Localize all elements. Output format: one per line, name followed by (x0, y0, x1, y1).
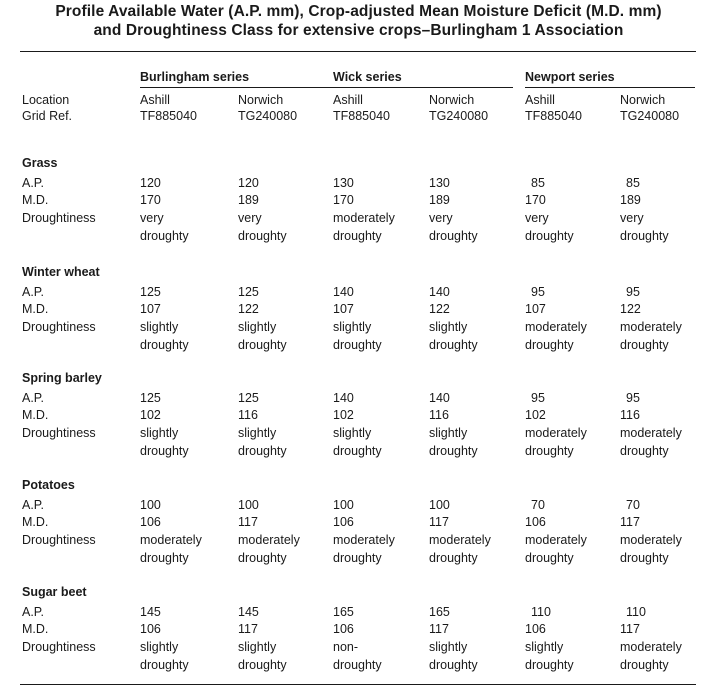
md-value: 122 (620, 302, 641, 316)
droughtiness-class-line-2: droughty (429, 338, 478, 352)
ap-value: 70 (531, 498, 545, 512)
droughtiness-class: moderately (525, 426, 587, 440)
ap-value: 140 (333, 391, 354, 405)
md-value: 106 (140, 622, 161, 636)
md-value: 106 (525, 515, 546, 529)
droughtiness-class-line-2: droughty (238, 551, 287, 565)
droughtiness-class: slightly (140, 426, 179, 440)
bottom-rule (20, 684, 696, 685)
droughtiness-class-line-2: droughty (140, 229, 189, 243)
ap-value: 165 (333, 605, 354, 619)
ap-value: 125 (140, 285, 161, 299)
md-value: 189 (620, 193, 641, 207)
row-label-ap: A.P. (22, 391, 45, 405)
md-value: 102 (140, 408, 161, 422)
droughtiness-class: slightly (429, 640, 468, 654)
ap-value: 130 (429, 176, 450, 190)
ap-value: 100 (333, 498, 354, 512)
droughtiness-class: moderately (525, 533, 587, 547)
column-grid-ref: TF885040 (525, 109, 582, 123)
droughtiness-class: moderately (620, 533, 682, 547)
row-label-droughtiness: Droughtiness (22, 533, 96, 547)
droughtiness-class-line-2: droughty (238, 229, 287, 243)
droughtiness-class-line-2: droughty (620, 658, 669, 672)
ap-value: 85 (531, 176, 545, 190)
md-value: 116 (620, 408, 640, 422)
droughtiness-class-line-2: droughty (429, 551, 478, 565)
droughtiness-class: very (140, 211, 164, 225)
row-label-ap: A.P. (22, 498, 45, 512)
md-value: 117 (429, 622, 449, 636)
crop-name: Winter wheat (22, 265, 100, 279)
md-value: 106 (333, 622, 354, 636)
ap-value: 120 (238, 176, 259, 190)
md-value: 117 (238, 515, 258, 529)
md-value: 189 (238, 193, 259, 207)
droughtiness-class: moderately (620, 426, 682, 440)
md-value: 122 (238, 302, 259, 316)
row-label-location: Location (22, 93, 70, 107)
droughtiness-class-line-2: droughty (140, 551, 189, 565)
droughtiness-class: moderately (620, 640, 682, 654)
droughtiness-class-line-2: droughty (238, 338, 287, 352)
column-location: Ashill (525, 93, 555, 107)
ap-value: 95 (531, 285, 545, 299)
row-label-grid-ref: Grid Ref. (22, 109, 73, 123)
row-label-droughtiness: Droughtiness (22, 320, 96, 334)
series-underline (525, 87, 695, 88)
droughtiness-class: very (620, 211, 644, 225)
md-value: 117 (238, 622, 258, 636)
row-label-droughtiness: Droughtiness (22, 211, 96, 225)
droughtiness-class-line-2: droughty (620, 444, 669, 458)
droughtiness-class-line-2: droughty (429, 444, 478, 458)
row-label-droughtiness: Droughtiness (22, 640, 96, 654)
droughtiness-class-line-2: droughty (333, 229, 382, 243)
ap-value: 95 (626, 391, 640, 405)
droughtiness-class-line-2: droughty (333, 551, 382, 565)
series-underline (140, 87, 340, 88)
column-grid-ref: TG240080 (620, 109, 680, 123)
droughtiness-class: non- (333, 640, 359, 654)
droughtiness-class-line-2: droughty (620, 229, 669, 243)
ap-value: 125 (238, 391, 259, 405)
droughtiness-class: moderately (525, 320, 587, 334)
ap-value: 140 (429, 285, 450, 299)
ap-value: 95 (626, 285, 640, 299)
droughtiness-class-line-2: droughty (429, 658, 478, 672)
row-label-md: M.D. (22, 515, 49, 529)
droughtiness-class: moderately (238, 533, 300, 547)
column-location: Norwich (238, 93, 284, 107)
droughtiness-class-line-2: droughty (620, 551, 669, 565)
droughtiness-class: slightly (238, 640, 277, 654)
md-value: 106 (525, 622, 546, 636)
ap-value: 110 (626, 605, 646, 619)
column-location: Ashill (140, 93, 170, 107)
series-header: Burlingham series (140, 70, 250, 84)
md-value: 102 (333, 408, 354, 422)
ap-value: 140 (333, 285, 354, 299)
ap-value: 140 (429, 391, 450, 405)
series-underline (333, 87, 513, 88)
row-label-md: M.D. (22, 193, 49, 207)
ap-value: 100 (429, 498, 450, 512)
ap-value: 95 (531, 391, 545, 405)
droughtiness-class: slightly (333, 320, 372, 334)
ap-value: 100 (140, 498, 161, 512)
md-value: 189 (429, 193, 450, 207)
droughtiness-class-line-2: droughty (333, 338, 382, 352)
droughtiness-class: slightly (140, 320, 179, 334)
md-value: 117 (429, 515, 449, 529)
series-header: Wick series (333, 70, 402, 84)
ap-value: 125 (140, 391, 161, 405)
row-label-ap: A.P. (22, 285, 45, 299)
ap-value: 85 (626, 176, 640, 190)
table-title-line-2: and Droughtiness Class for extensive crops–Burlingham 1 Association (93, 22, 624, 39)
droughtiness-class: moderately (429, 533, 491, 547)
table-title-line-1: Profile Available Water (A.P. mm), Crop-adjusted Mean Moisture Deficit (M.D. mm) (55, 3, 662, 20)
column-location: Norwich (429, 93, 475, 107)
row-label-md: M.D. (22, 302, 49, 316)
column-grid-ref: TG240080 (429, 109, 489, 123)
droughtiness-class: slightly (333, 426, 372, 440)
ap-value: 70 (626, 498, 640, 512)
crop-name: Grass (22, 156, 58, 170)
column-location: Norwich (620, 93, 666, 107)
md-value: 170 (525, 193, 546, 207)
md-value: 107 (525, 302, 546, 316)
md-value: 170 (140, 193, 161, 207)
md-value: 170 (333, 193, 354, 207)
droughtiness-class: very (525, 211, 549, 225)
crop-name: Potatoes (22, 478, 75, 492)
ap-value: 165 (429, 605, 450, 619)
column-grid-ref: TG240080 (238, 109, 298, 123)
droughtiness-class-line-2: droughty (140, 444, 189, 458)
droughtiness-class: moderately (333, 533, 395, 547)
droughtiness-class-line-2: droughty (238, 658, 287, 672)
droughtiness-class-line-2: droughty (333, 658, 382, 672)
md-value: 116 (238, 408, 258, 422)
top-rule (20, 51, 696, 52)
droughtiness-class-line-2: droughty (333, 444, 382, 458)
ap-value: 100 (238, 498, 259, 512)
md-value: 117 (620, 622, 640, 636)
row-label-ap: A.P. (22, 605, 45, 619)
droughtiness-class-line-2: droughty (620, 338, 669, 352)
droughtiness-class: slightly (525, 640, 564, 654)
droughtiness-class-line-2: droughty (525, 658, 574, 672)
md-value: 116 (429, 408, 449, 422)
series-header: Newport series (525, 70, 615, 84)
row-label-ap: A.P. (22, 176, 45, 190)
row-label-md: M.D. (22, 408, 49, 422)
row-label-md: M.D. (22, 622, 49, 636)
droughtiness-class: very (238, 211, 262, 225)
droughtiness-class-line-2: droughty (238, 444, 287, 458)
md-value: 107 (140, 302, 161, 316)
column-grid-ref: TF885040 (333, 109, 390, 123)
droughtiness-class: slightly (238, 320, 277, 334)
droughtiness-class: very (429, 211, 453, 225)
droughtiness-class-line-2: droughty (140, 338, 189, 352)
droughtiness-class-line-2: droughty (525, 444, 574, 458)
md-value: 106 (140, 515, 161, 529)
md-value: 122 (429, 302, 450, 316)
ap-value: 110 (531, 605, 551, 619)
md-value: 102 (525, 408, 546, 422)
column-location: Ashill (333, 93, 363, 107)
droughtiness-class: moderately (333, 211, 395, 225)
droughtiness-class-line-2: droughty (429, 229, 478, 243)
md-value: 107 (333, 302, 354, 316)
column-grid-ref: TF885040 (140, 109, 197, 123)
ap-value: 145 (238, 605, 259, 619)
droughtiness-class: slightly (238, 426, 277, 440)
md-value: 106 (333, 515, 354, 529)
md-value: 117 (620, 515, 640, 529)
ap-value: 130 (333, 176, 354, 190)
droughtiness-class-line-2: droughty (525, 338, 574, 352)
table-title (0, 2, 717, 40)
droughtiness-class-line-2: droughty (525, 551, 574, 565)
droughtiness-class-line-2: droughty (140, 658, 189, 672)
row-label-droughtiness: Droughtiness (22, 426, 96, 440)
droughtiness-class: slightly (140, 640, 179, 654)
crop-name: Spring barley (22, 371, 102, 385)
crop-name: Sugar beet (22, 585, 87, 599)
droughtiness-class: moderately (140, 533, 202, 547)
droughtiness-class: slightly (429, 426, 468, 440)
droughtiness-class: moderately (620, 320, 682, 334)
droughtiness-class: slightly (429, 320, 468, 334)
ap-value: 120 (140, 176, 161, 190)
ap-value: 145 (140, 605, 161, 619)
ap-value: 125 (238, 285, 259, 299)
droughtiness-class-line-2: droughty (525, 229, 574, 243)
